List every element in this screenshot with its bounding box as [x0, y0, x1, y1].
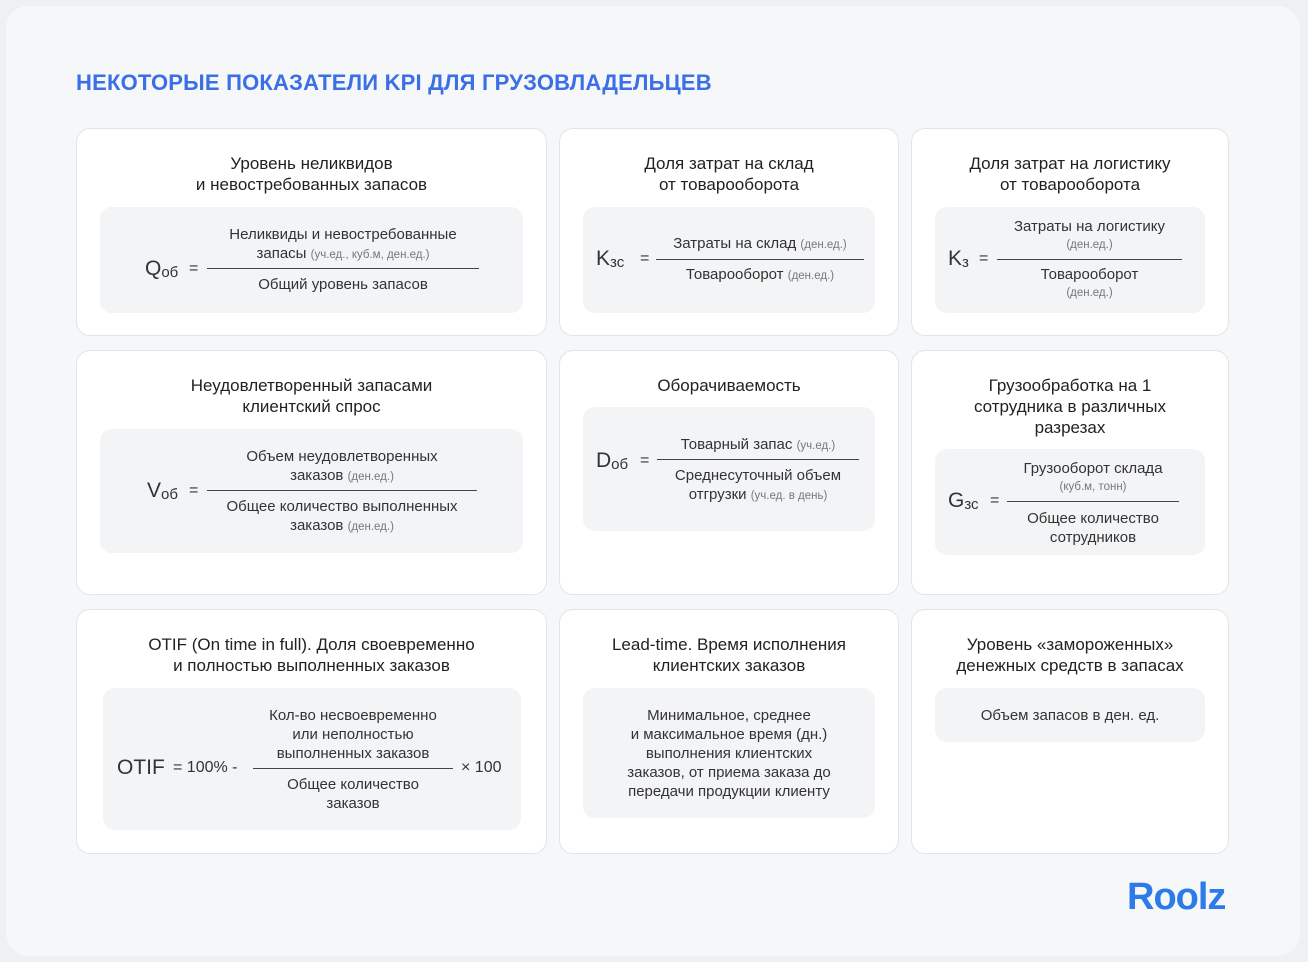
formula-symbol: $V_{об}$: [147, 479, 178, 503]
fraction-line: [657, 459, 859, 460]
card-title: Оборачиваемость: [657, 376, 801, 395]
fraction-line: [207, 490, 477, 491]
equals-prefix: = 100% -: [173, 759, 238, 776]
description-text: Объем запасов в ден. ед.: [980, 707, 1160, 724]
card-title: Lead-time. Время исполнения клиентских заказов: [611, 635, 847, 675]
formula-denominator: Товарооборот (ден.ед.): [1040, 266, 1139, 299]
formula-numerator: Затраты на логистику (ден.ед.): [1013, 218, 1165, 251]
equals-sign: =: [640, 250, 650, 267]
equals-sign: =: [189, 260, 199, 277]
formula-box: [583, 207, 875, 313]
kpi-card-illiquid: [76, 128, 547, 336]
equals-sign: =: [979, 250, 989, 267]
kpi-card-warehouse-cost: [559, 128, 899, 336]
equals-sign: =: [640, 452, 650, 469]
kpi-card-cargo-handling: [911, 350, 1229, 595]
page-title: НЕКОТОРЫЕ ПОКАЗАТЕЛИ KPI ДЛЯ ГРУЗОВЛАДЕЛЬЦЕВ: [76, 70, 712, 95]
formula-denominator: Общее количество сотрудников: [1027, 510, 1159, 546]
kpi-card-otif: [76, 609, 547, 854]
card-title: Уровень неликвидов и невостребованных запасов: [195, 154, 428, 194]
formula-numerator: Грузооборот склада (куб.м, тонн): [1023, 460, 1163, 493]
card-title: OTIF (On time in full). Доля своевременно и полностью выполненных заказов: [148, 635, 475, 675]
description-text: Минимальное, среднее и максимальное время (дн.) выполнения клиентских заказов, от приема заказа до передачи продукции клиенту: [627, 707, 831, 800]
formula-denominator: Общий уровень запасов: [258, 276, 428, 293]
kpi-card-turnover: [559, 350, 899, 595]
formula-numerator: Товарный запас (уч.ед.): [680, 436, 836, 453]
card-title: Доля затрат на склад от товарооборота: [644, 154, 814, 194]
formula-numerator: Кол-во несвоевременно или неполностью выполненных заказов: [269, 707, 437, 762]
fraction-line: [207, 268, 479, 269]
formula-symbol: $K_{зс}$: [596, 247, 625, 271]
kpi-card-unmet-demand: [76, 350, 547, 595]
formula-symbol: $G_{зс}$: [948, 489, 979, 513]
formula-symbol: $K_з$: [948, 247, 969, 271]
formula-symbol: $D_{об}$: [596, 449, 629, 473]
multiplier: × 100: [461, 759, 502, 776]
formula-denominator: Товарооборот (ден.ед.): [685, 266, 835, 283]
formula-numerator: Объем неудовлетворенных заказов (ден.ед.): [246, 448, 438, 484]
formula-numerator: Затраты на склад (ден.ед.): [673, 235, 847, 252]
fraction-line: [997, 259, 1182, 260]
card-title: Неудовлетворенный запасами клиентский спрос: [190, 376, 433, 416]
fraction-line: [656, 259, 864, 260]
kpi-card-logistics-cost: [911, 128, 1229, 336]
fraction-line: [253, 768, 453, 769]
formula-symbol: $Q_{об}$: [145, 257, 179, 281]
formula-numerator: Неликвиды и невостребованные запасы (уч.ед., куб.м, ден.ед.): [229, 226, 457, 262]
roolz-logo: Roolz: [1127, 876, 1226, 918]
kpi-card-frozen-funds: [911, 609, 1229, 854]
formula-denominator: Среднесуточный объем отгрузки (уч.ед. в день): [674, 467, 842, 503]
kpi-card-lead-time: [559, 609, 899, 854]
card-title: Доля затрат на логистику от товарооборота: [969, 154, 1171, 194]
formula-denominator: Общее количество заказов: [287, 776, 419, 812]
card-title: Грузообработка на 1 сотрудника в различных разрезах: [973, 376, 1166, 437]
formula-denominator: Общее количество выполненных заказов (ден.ед.): [226, 498, 458, 534]
formula-symbol: OTIF: [117, 756, 165, 779]
equals-sign: =: [189, 482, 199, 499]
card-title: Уровень «замороженных» денежных средств в запасах: [956, 635, 1184, 675]
equals-sign: =: [990, 492, 1000, 509]
fraction-line: [1007, 501, 1179, 502]
